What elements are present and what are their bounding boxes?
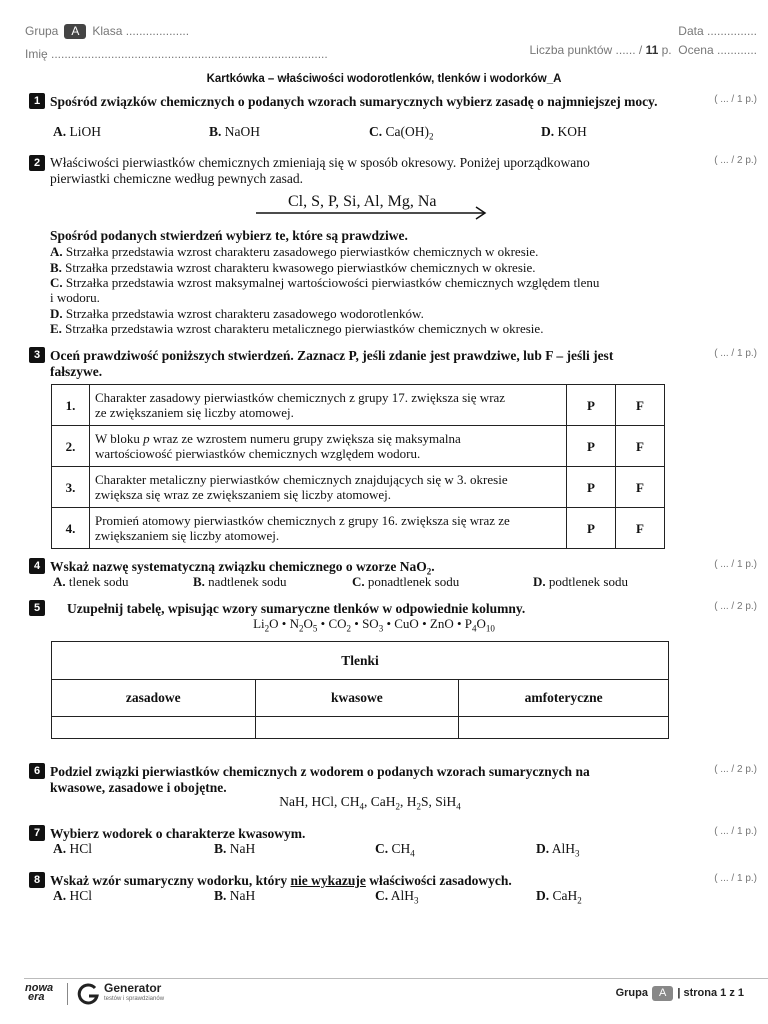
question-number-1: 1 [29,93,45,109]
question-number-8: 8 [29,872,45,888]
mark-true-2[interactable]: P [567,426,616,467]
question-number-2: 2 [29,155,45,171]
q7-option-c[interactable]: C. $CH_4$ [375,841,415,859]
q8-option-c[interactable]: C. AlH$_3$ [375,888,419,906]
question-3-points: ( ... / 1 p.) [714,348,757,359]
q2-statement-d[interactable]: D. Strzałka przedstawia wzrost charakteru zasadowego wodorotlenków. [50,306,424,321]
class-field: Klasa ................... [92,24,190,38]
group-field: Grupa A Klasa ................... [25,24,190,38]
question-6-text: Podziel związki pierwiastków chemicznych z wodorem o podanych wzorach sumarycznych na kwasowe, zasadowe i obojętne. [50,764,590,795]
question-2-points: ( ... / 2 p.) [714,155,757,166]
column-basic: zasadowe [52,680,256,717]
question-number-4: 4 [29,558,45,574]
answer-cell-acidic[interactable] [255,717,459,739]
date-field: Data ............... [678,24,757,38]
q2-statement-a[interactable]: A. Strzałka przedstawia wzrost charakteru zasadowego pierwiastków chemicznych w okresie. [50,244,539,259]
column-amphoteric: amfoteryczne [459,680,669,717]
q1-option-b[interactable]: B. NaOH [209,124,261,139]
question-number-3: 3 [29,347,45,363]
question-8-points: ( ... / 1 p.) [714,873,757,884]
table-row: 2. W bloku p wraz ze wzrostem numeru grupy zwiększa się maksymalna wartościowość pierwiastków chemicznych względem wodoru. P F [52,426,665,467]
question-7-points: ( ... / 1 p.) [714,826,757,837]
q2-statement-c[interactable]: C. Strzałka przedstawia wzrost maksymalnej wartościowości pierwiastków chemicznych względem tlenu i wodoru. [50,275,600,305]
q4-option-b[interactable]: B. nadtlenek sodu [193,574,287,589]
q8-option-d[interactable]: D. CaH$_2$ [536,888,582,906]
answer-cell-amphoteric[interactable] [459,717,669,739]
mark-true-4[interactable]: P [567,508,616,549]
mark-false-3[interactable]: F [616,467,665,508]
question-number-7: 7 [29,825,45,841]
oxides-table [51,641,669,739]
question-4-text: Wskaż nazwę systematyczną związku chemicznego o wzorze NaO$_2$. [50,559,435,577]
oxide-formulas: $Li_2O$ • $N_2O_5$ • $CO_2$ • $SO_3$ • CuO • ZnO • $P_4O_{10}$ [253,616,495,634]
table-row: 1. Charakter zasadowy pierwiastków chemicznych z grupy 17. zwiększa się wraz ze zwiększaniem się liczby atomowej. P F [52,385,665,426]
q7-option-b[interactable]: B. NaH [214,841,256,856]
question-2-instruction: Spośród podanych stwierdzeń wybierz te, które są prawdziwe. [50,228,408,243]
q8-option-b[interactable]: B. NaH [214,888,256,903]
logo-divider [67,983,68,1005]
question-1-points: ( ... / 1 p.) [714,94,757,105]
question-7-text: Wybierz wodorek o charakterze kwasowym. [50,826,306,841]
q4-option-a[interactable]: A. tlenek sodu [53,574,129,589]
footer-group-badge: A [652,986,673,1001]
mark-false-1[interactable]: F [616,385,665,426]
table-row: 3. Charakter metaliczny pierwiastków chemicznych znajdujących się w 3. okresie zwiększa się wraz ze zwiększaniem się liczby atomowej. P F [52,467,665,508]
generator-logo: Generator testów i sprawdzianów [104,981,165,1002]
arrow-right-icon [256,206,488,220]
hydride-formulas: NaH, HCl, $CH_4$, CaH$_2$, $H_2S$, SiH$_4$ [279,794,461,812]
mark-false-2[interactable]: F [616,426,665,467]
question-5-text: Uzupełnij tabelę, wpisując wzory sumaryczne tlenków w odpowiednie kolumny. [67,601,526,616]
q2-statement-b[interactable]: B. Strzałka przedstawia wzrost charakteru kwasowego pierwiastków chemicznych w okresie. [50,260,536,275]
footer-divider [24,978,768,979]
question-number-6: 6 [29,763,45,779]
q1-option-c[interactable]: C. $Ca(OH)_2$ [369,124,434,142]
q4-option-c[interactable]: C. ponadtlenek sodu [352,574,460,589]
mark-false-4[interactable]: F [616,508,665,549]
answer-cell-basic[interactable] [52,717,256,739]
mark-true-3[interactable]: P [567,467,616,508]
page-footer-info: Grupa A | strona 1 z 1 [615,987,744,999]
element-sequence: Cl, S, P, Si, Al, Mg, Na [288,193,437,210]
question-6-points: ( ... / 2 p.) [714,764,757,775]
column-acidic: kwasowe [255,680,459,717]
name-field: Imię ................................................................................... [25,47,328,61]
true-false-table [51,384,665,549]
q1-option-d[interactable]: D. KOH [541,124,587,139]
q8-option-a[interactable]: A. HCl [53,888,93,903]
question-3-text: Oceń prawdziwość poniższych stwierdzeń. Zaznacz P, jeśli zdanie jest prawdziwe, lub F – jeśli jest fałszywe. [50,348,614,379]
points-and-grade: Liczba punktów ...... / 11 p. Ocena ............ [529,43,757,57]
question-8-text: Wskaż wzór sumaryczny wodorku, który nie wykazuje właściwości zasadowych. [50,873,512,888]
question-4-points: ( ... / 1 p.) [714,559,757,570]
q7-option-a[interactable]: A. HCl [53,841,93,856]
table-row: 4. Promień atomowy pierwiastków chemicznych z grupy 16. zwiększa się wraz ze zwiększaniem się liczby atomowej. P F [52,508,665,549]
nowa-era-logo: nowa era [25,982,54,1003]
question-2-text: Właściwości pierwiastków chemicznych zmieniają się w sposób okresowy. Poniżej uporządkowano pierwiastki chemiczne według pewnych zasad. [50,155,590,186]
question-number-5: 5 [29,600,45,616]
generator-g-icon [77,982,101,1006]
question-5-points: ( ... / 2 p.) [714,601,757,612]
q7-option-d[interactable]: D. AlH$_3$ [536,841,580,859]
q2-statement-e[interactable]: E. Strzałka przedstawia wzrost charakteru metalicznego pierwiastków chemicznych w okresie. [50,321,544,336]
oxides-table-header: Tlenki [52,642,669,680]
question-1-text: Spośród związków chemicznych o podanych wzorach sumarycznych wybierz zasadę o najmniejszej mocy. [50,94,658,109]
page-title: Kartkówka – właściwości wodorotlenków, tlenków i wodorków_A [206,73,562,85]
q1-option-a[interactable]: A. LiOH [53,124,101,139]
q4-option-d[interactable]: D. podtlenek sodu [533,574,628,589]
mark-true-1[interactable]: P [567,385,616,426]
group-badge: A [64,24,86,39]
